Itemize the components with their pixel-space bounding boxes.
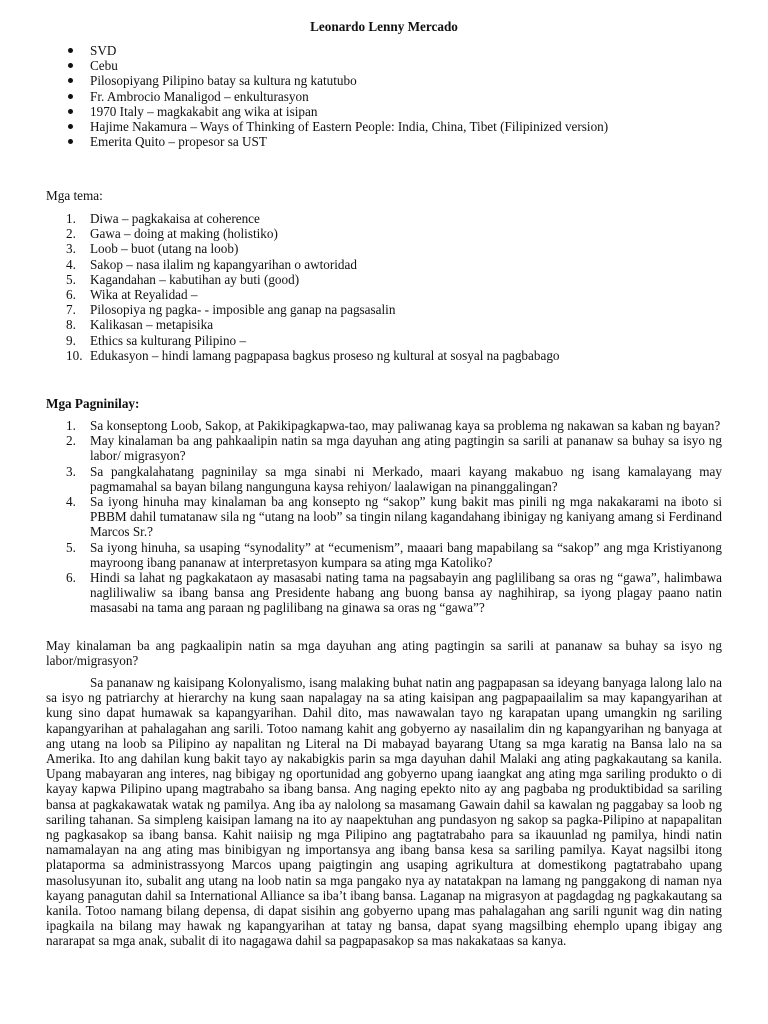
reflection-item xyxy=(46,570,722,616)
item-text: Wika at Reyalidad – xyxy=(90,287,198,303)
item-number: 5. xyxy=(66,539,76,555)
item-text: Loob – buot (utang na loob) xyxy=(90,241,239,257)
reflection-item xyxy=(46,464,722,494)
item-number: 9. xyxy=(66,332,76,348)
bullet-item: Cebu xyxy=(46,58,736,73)
item-text: Sa iyong hinuha, sa usaping “synodality” at “ecumenism”, maaari bang mapabilang sa “sakop” ang mga Kristiyanong mayroong ibang pananaw at interpretasyon kumpara sa ating mga Katoliko? xyxy=(90,539,722,570)
bullet-item: 1970 Italy – magkakabit ang wika at isipan xyxy=(46,104,736,119)
bullet-item: Pilosopiyang Pilipino batay sa kultura ng katutubo xyxy=(46,73,736,88)
bullet-item: Emerita Quito – propesor sa UST xyxy=(46,134,736,149)
document-title: Leonardo Lenny Mercado xyxy=(310,19,458,34)
item-number: 1. xyxy=(66,418,76,433)
item-number: 10. xyxy=(66,347,83,363)
themes-heading: Mga tema: xyxy=(46,188,103,203)
item-text: Sakop – nasa ilalim ng kapangyarihan o awtoridad xyxy=(90,256,357,272)
theme-item xyxy=(46,257,722,272)
essay-paragraph: Sa pananaw ng kaisipang Kolonyalismo, isang malaking buhat natin ang pagpapasan sa ideyang banyaga lalong lalo na sa isyo ng patriarchy at hierarchy na kung saan napalagay na sa ating kaisipan ang pagpapaailalim sa may kapangyarihan at kung sino dapat humawak sa kapangyarihan. Dahil dito, mas nawawalan tayo ng karapatan upang umangkin ng sariling kapangyarihan at pahalagahan ang sarili. Totoo namang kahit ang gobyerno ay nasailalim din ng kapangyarihan ng banyaga at ang utang na loob sa Pilipino ay napalitan ng Literal na Di mabayad bayarang Utang sa mga karatig na Bansa lalo na sa Amerika. Ito ang dahilan kung bakit tayo ay nakabigkis parin sa mga dayuhan dahil Malaki ang ating pagkakautang sa kanila. Upang mabayaran ang interes, nag bibigay ng oportunidad ang gobyerno upang iaangkat ang ating mga sariling produkto o di kayay kapwa Pilipino upang magtrabaho sa ibang bansa. Ang naging epekto nito ay ang pagbaba ng produktibidad sa sariling bansa at pagkakawatak watak ng pamilya. Ang iba ay nalolong sa masamang Gawain dahil sa kawalan ng paggabay sa loob ng sariling tahanan. Sa simpleng kaisipan lamang na ito ay naapektuhan ang pundasyon ng sakop sa pagka-Pilipino at napapalitan ng pagkasakop sa ibang bansa. Kahit naiisip ng mga Pilipino ang pagtatrabaho para sa ikauunlad ng pamilya, hindi natin namamalayan na ang ating mas binibigyan ng importansya ang ibang bansa kesa sa sariling pamilya. Kayat nagsilbi itong plataporma sa administrassyong Marcos upang paigtingin ang usaping agrikultura at domestikong pagtatrabaho upang masolusyunan ito, subalit ang utang na loob natin sa mga pangako nya ay natatakpan na lamang ng panggakong di naman nya kayang panagutan dahil sa International Alliance sa iba’t ibang bansa. Laganap na migrasyon at pagdagdag ng pagkakautang sa kanila. Totoo namang bilang depensa, di dapat sisihin ang gobyerno upang mas pahalagahan ang sarili ngunit wag din nating ipagkaila na bilang may hawak ng kapangyarihan at tatay ng bansa, dapat syang magsilbing ehemplo upang ibigay ang nararapat sa mga anak, subalit di ito nagagawa dahil sa pagpapasakop sa mas nakakataas sa kanya. xyxy=(46,675,722,949)
theme-item xyxy=(46,333,722,348)
reflection-item xyxy=(46,418,722,433)
item-number: 5. xyxy=(66,271,76,287)
themes-list xyxy=(46,211,722,363)
item-text: Sa iyong hinuha may kinalaman ba ang konsepto ng “sakop” kung bakit mas pinili ng mga nakakarami na iboto si PBBM dahil tumatanaw sila ng “utang na loob” sa tingin nilang kagandahang ibinigay ng kaniyang amang si Ferdinand Marcos Sr.? xyxy=(90,494,722,540)
item-text: Hindi sa lahat ng pagkakataon ay masasabi nating tama na pagsabayin ang paglilibang sa oras ng “gawa”, halimbawa nagliliwaliw sa ibang bansa ang Presidente habang ang buong bansa ay naghihirap, sa iyong plagay paano natin masasabi na tama ang paraan ng paglilibang na ginawa sa oras ng “gawa”? xyxy=(90,570,722,616)
item-number: 7. xyxy=(66,302,76,318)
bullet-item: Fr. Ambrocio Manaligod – enkulturasyon xyxy=(46,89,736,104)
item-number: 6. xyxy=(66,287,76,303)
item-text: Kagandahan – kabutihan ay buti (good) xyxy=(90,271,300,287)
item-number: 4. xyxy=(66,494,76,510)
reflections-list xyxy=(46,418,722,616)
item-number: 1. xyxy=(66,211,76,226)
theme-item xyxy=(46,272,722,287)
item-number: 4. xyxy=(66,256,76,272)
question-paragraph: May kinalaman ba ang pagkaalipin natin sa mga dayuhan ang ating pagtingin sa sarili at pananaw sa buhay sa isyo ng labor/migrasyon? xyxy=(46,638,722,669)
item-number: 2. xyxy=(66,226,76,242)
theme-item xyxy=(46,302,722,317)
item-text: Ethics sa kulturang Pilipino – xyxy=(90,332,247,348)
bullet-list xyxy=(46,43,736,149)
theme-item xyxy=(46,211,722,226)
theme-item xyxy=(46,287,722,302)
item-number: 2. xyxy=(66,433,76,449)
item-text: Pilosopiya ng pagka- - imposible ang ganap na pagsasalin xyxy=(90,302,396,318)
item-text: Sa pangkalahatang pagninilay sa mga sinabi ni Merkado, maari kayang makabuo ng isang kamalayang may pagmamahal sa bayan bilang nangunguna kaysa rehiyon/ laalawigan na pinanggalingan? xyxy=(90,463,722,494)
theme-item xyxy=(46,241,722,256)
item-text: May kinalaman ba ang pahkaalipin natin sa mga dayuhan ang ating pagtingin sa sarili at pananaw sa buhay sa isyo ng labor/ migrasyon? xyxy=(90,433,722,464)
item-text: Kalikasan – metapisika xyxy=(90,317,214,333)
item-text: Edukasyon – hindi lamang pagpapasa bagkus proseso ng kultural at sosyal na pagbabago xyxy=(90,347,560,363)
item-number: 6. xyxy=(66,570,76,586)
item-number: 3. xyxy=(66,241,76,257)
bullet-item: Hajime Nakamura – Ways of Thinking of Eastern People: India, China, Tibet (Filipinized version) xyxy=(46,119,736,134)
item-text: Diwa – pagkakaisa at coherence xyxy=(90,211,260,226)
theme-item xyxy=(46,348,722,363)
item-number: 3. xyxy=(66,463,76,479)
reflection-item xyxy=(46,433,722,463)
reflection-item xyxy=(46,494,722,540)
theme-item xyxy=(46,317,722,332)
reflections-heading: Mga Pagninilay: xyxy=(46,396,140,411)
bullet-item: SVD xyxy=(46,43,736,58)
item-text: Sa konseptong Loob, Sakop, at Pakikipagkapwa-tao, may paliwanag kaya sa problema ng nakawan sa kaban ng bayan? xyxy=(90,418,721,433)
reflection-item xyxy=(46,540,722,570)
item-number: 8. xyxy=(66,317,76,333)
theme-item xyxy=(46,226,722,241)
item-text: Gawa – doing at making (holistiko) xyxy=(90,226,278,242)
